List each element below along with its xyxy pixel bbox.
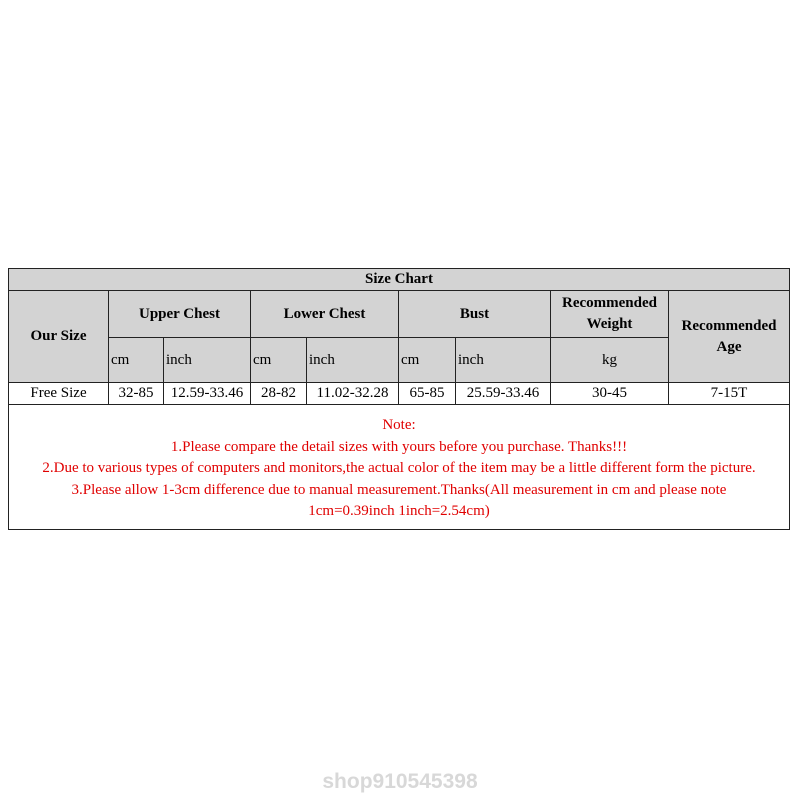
cell: 11.02-32.28 — [306, 382, 399, 405]
cell: 30-45 — [550, 382, 669, 405]
cell: 65-85 — [398, 382, 456, 405]
unit-cm: cm — [250, 337, 307, 383]
cell-size: Free Size — [8, 382, 109, 405]
header-lower-chest: Lower Chest — [250, 290, 399, 338]
note-line: 1.Please compare the detail sizes with yours before you purchase. Thanks!!! — [170, 438, 628, 455]
note-heading: Note: — [382, 417, 416, 433]
header-age: Recommended Age — [668, 290, 790, 383]
table-title: Size Chart — [8, 268, 790, 291]
note-line: 2.Due to various types of computers and monitors,the actual color of the item may be a little different form the picture. — [42, 460, 756, 476]
cell: 7-15T — [668, 382, 790, 405]
unit-inch: inch — [163, 337, 251, 383]
unit-cm: cm — [398, 337, 456, 383]
cell: 28-82 — [250, 382, 307, 405]
notes-box — [8, 404, 790, 530]
note-line: 3.Please allow 1-3cm difference due to manual measurement.Thanks(All measurement in cm and please note — [71, 481, 727, 498]
unit-kg: kg — [550, 337, 669, 383]
header-our-size: Our Size — [8, 290, 109, 383]
cell: 32-85 — [108, 382, 164, 405]
cell: 25.59-33.46 — [455, 382, 551, 405]
watermark: shop910545398 — [322, 770, 478, 793]
unit-inch: inch — [455, 337, 551, 383]
header-bust: Bust — [398, 290, 551, 338]
note-line: 1cm=0.39inch 1inch=2.54cm) — [308, 503, 490, 519]
unit-cm: cm — [108, 337, 164, 383]
cell: 12.59-33.46 — [163, 382, 251, 405]
header-upper-chest: Upper Chest — [108, 290, 251, 338]
unit-inch: inch — [306, 337, 399, 383]
header-weight: Recommended Weight — [550, 290, 669, 338]
